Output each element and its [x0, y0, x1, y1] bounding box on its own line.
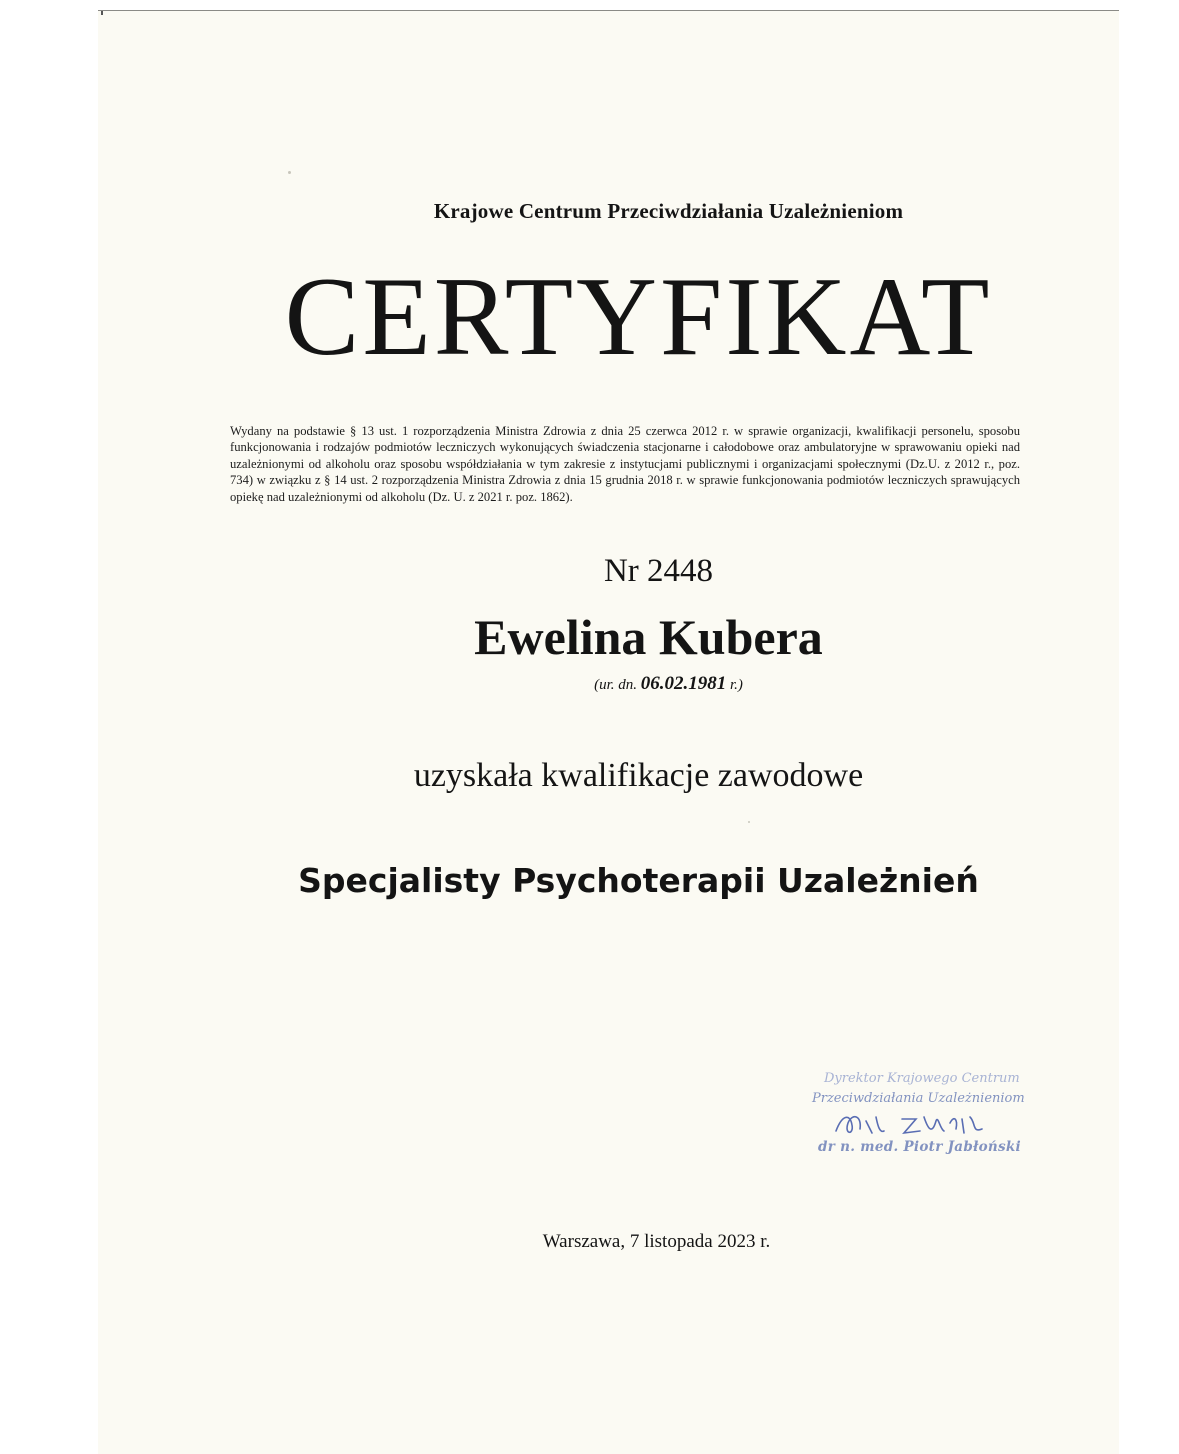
- legal-basis-paragraph: Wydany na podstawie § 13 ust. 1 rozporządzenia Ministra Zdrowia z dnia 25 czerwca 2012 r. w sprawie organizacji, kwalifikacji personelu, sposobu funkcjonowania i rodzajów podmiotów leczniczych wykonujących świadczenia stacjonarne i całodobowe oraz ambulatoryjne w sprawowaniu opieki nad uzależnionymi od alkoholu oraz sposobu współdziałania w tym zakresie z instytucjami publicznymi i organizacjami społecznymi (Dz.U. z 2012 r., poz. 734) w związku z § 14 ust. 2 rozporządzenia Ministra Zdrowia z dnia 15 grudnia 2018 r. w sprawie funkcjonowania podmiotów leczniczych sprawujących opiekę nad uzależnionymi od alkoholu (Dz. U. z 2021 r. poz. 1862).: [230, 424, 1020, 504]
- place-and-date: Warszawa, 7 listopada 2023 r.: [542, 1231, 771, 1252]
- qualification-title: Specjalisty Psychoterapii Uzależnień: [298, 861, 979, 900]
- birth-prefix: (ur. dn.: [594, 677, 637, 693]
- birth-date-line: [158, 673, 1179, 695]
- qualification-intro: uzyskała kwalifikacje zawodowe: [413, 757, 864, 794]
- certificate-number: Nr 2448: [603, 553, 714, 589]
- signature-icon: [832, 1109, 1022, 1139]
- stamp-line-director-name: dr n. med. Piotr Jabłoński: [818, 1139, 1021, 1155]
- birth-suffix: r.): [730, 677, 743, 693]
- holder-name: Ewelina Kubera: [474, 609, 823, 665]
- stamp-line-title: Dyrektor Krajowego Centrum: [824, 1071, 1020, 1086]
- scan-mark: [101, 11, 103, 15]
- birth-date: 06.02.1981: [640, 673, 727, 694]
- paper-speck: [748, 821, 750, 823]
- stamp-line-institution: Przeciwdziałania Uzależnieniom: [812, 1091, 1025, 1106]
- issuer-name: Krajowe Centrum Przeciwdziałania Uzależnieniom: [433, 199, 904, 223]
- certificate-page: [98, 10, 1119, 1454]
- certificate-title: CERTYFIKAT: [284, 255, 993, 379]
- director-stamp: [804, 1071, 1054, 1171]
- paper-speck: [288, 171, 291, 174]
